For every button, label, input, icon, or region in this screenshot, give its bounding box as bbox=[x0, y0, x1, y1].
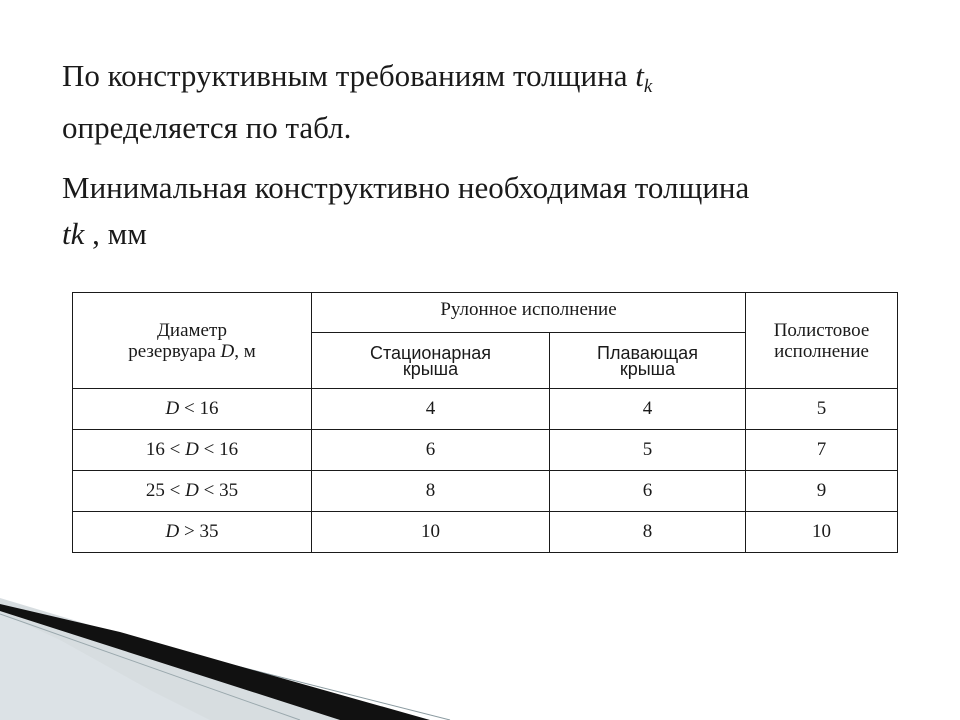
cell-floating: 5 bbox=[550, 430, 746, 471]
cell-stationary: 4 bbox=[312, 389, 550, 430]
cell-stationary: 10 bbox=[312, 512, 550, 553]
header-sheet-line-1: Полистовое bbox=[773, 319, 870, 341]
paragraph-line-2: определяется по табл. bbox=[62, 110, 352, 145]
cell-diameter: D < 16 bbox=[73, 389, 312, 430]
unit-text: , мм bbox=[84, 216, 147, 251]
cell-sheet: 10 bbox=[746, 512, 898, 553]
cell-stationary: 8 bbox=[312, 471, 550, 512]
header-stationary-line-2: крыша bbox=[402, 358, 459, 379]
cell-diameter: D > 35 bbox=[73, 512, 312, 553]
cell-sheet: 7 bbox=[746, 430, 898, 471]
header-diameter-line-1: Диаметр bbox=[156, 319, 228, 341]
cell-floating: 4 bbox=[550, 389, 746, 430]
cell-diameter: 16 < D < 16 bbox=[73, 430, 312, 471]
cell-floating: 8 bbox=[550, 512, 746, 553]
thickness-variable: t bbox=[635, 58, 644, 93]
cell-sheet: 9 bbox=[746, 471, 898, 512]
header-rolled: Рулонное исполнение bbox=[312, 293, 746, 333]
cell-diameter: 25 < D < 35 bbox=[73, 471, 312, 512]
table-caption-line-1: Минимальная конструктивно необходимая толщина bbox=[62, 170, 750, 205]
header-floating-line-1: Плавающая bbox=[597, 342, 698, 363]
paragraph-text: По конструктивным требованиям толщина bbox=[62, 58, 636, 93]
cell-stationary: 6 bbox=[312, 430, 550, 471]
cell-floating: 6 bbox=[550, 471, 746, 512]
header-floating-line-2: крыша bbox=[619, 358, 676, 379]
header-stationary-line-1: Стационарная bbox=[369, 342, 492, 363]
thickness-subscript: k bbox=[643, 76, 653, 97]
header-sheet-line-2: исполнение bbox=[774, 340, 869, 362]
cell-sheet: 5 bbox=[746, 389, 898, 430]
header-diameter-line-2: резервуара D, м bbox=[128, 340, 256, 362]
thickness-variable: tk bbox=[62, 216, 85, 251]
